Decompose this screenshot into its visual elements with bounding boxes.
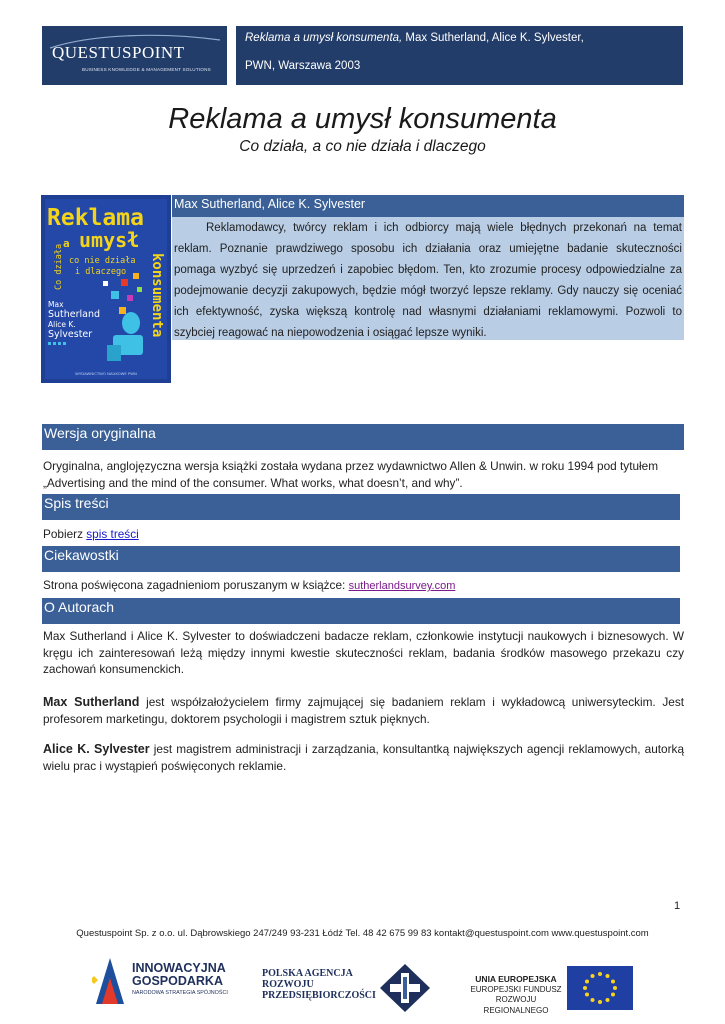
max-bio-text: jest współzałożycielem firmy zajmującej się badaniem reklam i wykładowcą uniwersyteckim. Jest profesorem marketingu, doktorem psychologii i magistrem sztuk pięknych.	[43, 695, 684, 726]
parp-line-2: ROZWOJU	[262, 979, 314, 990]
ig-logo-icon	[92, 956, 128, 1006]
cover-side-right: konsumenta	[149, 253, 165, 338]
eu-text	[470, 974, 562, 1016]
parp-logo-icon	[380, 964, 430, 1012]
eu-fund-logo	[470, 968, 635, 1015]
section-heading-authors: O Autorach	[44, 599, 115, 615]
book-description-box	[172, 217, 684, 340]
cover-word-reklama: Reklama	[47, 205, 144, 231]
logo-name: QUESTUSPOINT	[52, 43, 185, 62]
parp-text	[262, 968, 376, 1001]
cover-side-left: Co działa	[54, 243, 64, 290]
alice-bio	[43, 741, 684, 774]
cover-author-1: Max	[48, 300, 64, 309]
cover-word-a: a	[63, 237, 70, 250]
publication-line-2: PWN, Warszawa 2003	[245, 60, 361, 72]
ig-line-1: INNOWACYJNA	[132, 961, 226, 975]
authors-intro: Max Sutherland i Alice K. Sylvester to doświadczeni badacze reklam, członkowie instytucji naukowych i biznesowych. W kręgu ich zainteresowań leżą między innymi kwestie skuteczności reklam, badania środków masowego przekazu czy zachowań konsumenckich.	[43, 629, 684, 676]
section-bar-authors	[42, 598, 680, 624]
cover-author-4: Sylvester	[48, 329, 93, 340]
max-name: Max Sutherland	[43, 695, 140, 709]
page-title: Reklama a umysł konsumenta	[168, 103, 557, 135]
eu-line-3: ROZWOJU REGIONALNEGO	[483, 995, 549, 1015]
original-version-text: Oryginalna, anglojęzyczna wersja książki została wydana przez wydawnictwo Allen & Unwin. w roku 1994 pod tytułem „Advertising and the mind of the consumer. What works, what doesn’t, and why”.	[43, 459, 659, 490]
publication-line-1	[245, 32, 584, 44]
book-authors: Max Sutherland, Alice K. Sylvester	[174, 197, 366, 211]
ig-title	[132, 962, 226, 988]
cover-author-3: Alice K.	[48, 320, 76, 329]
section-heading-original: Wersja oryginalna	[44, 425, 156, 441]
toc-download-link[interactable]: spis treści	[86, 527, 139, 541]
parp-line-1: POLSKA AGENCJA	[262, 968, 353, 979]
innowacyjna-gospodarka-logo	[92, 956, 252, 1008]
publication-title: Reklama a umysł konsumenta,	[245, 32, 403, 44]
eu-flag-icon	[567, 966, 633, 1010]
eu-line-1: UNIA EUROPEJSKA	[475, 974, 557, 984]
parp-logo	[262, 968, 442, 1012]
section-bar-original	[42, 424, 684, 450]
page-subtitle: Co działa, a co nie działa i dlaczego	[239, 138, 486, 155]
company-logo	[42, 26, 227, 85]
book-description: Reklamodawcy, twórcy reklam i ich odbiorcy mają wiele błędnych przekonań na temat reklam. Poznanie prawdziwego sposobu ich działania oraz umiejętne badanie skuteczności pomaga wyzbyć się uprzedzeń i zapobiec błędom. Ten, kto zrozumie procesy odpowiedzialne za podejmowanie decyzji zakupowych, będzie mógł tworzyć lepsze reklamy. Gdy nauczy się oceniać ich efektywność, zyska większą kontrolę nad własnymi działaniami reklamowymi. Pozwoli to szybciej reagować na niepowodzenia i osiągać lepsze wyniki.	[174, 222, 682, 339]
eu-line-2: EUROPEJSKI FUNDUSZ	[470, 984, 562, 994]
page-number: 1	[674, 900, 681, 912]
cover-word-umysl: umysł	[79, 228, 140, 252]
alice-name: Alice K. Sylvester	[43, 742, 150, 756]
book-cover-art	[41, 195, 171, 383]
trivia-prefix: Strona poświęcona zagadnieniom poruszanym w książce:	[43, 578, 349, 592]
section-heading-trivia: Ciekawostki	[44, 547, 119, 563]
cover-author-2: Sutherland	[48, 309, 101, 320]
cover-tagline-1: co nie działa	[69, 256, 136, 266]
authors-bar	[172, 195, 684, 217]
parp-line-3: PRZEDSIĘBIORCZOŚCI	[262, 990, 376, 1001]
logo-tagline: BUSINESS KNOWLEDGE & MANAGEMENT SOLUTIONS	[82, 67, 211, 72]
max-bio	[43, 694, 684, 727]
cover-tagline-2: i dlaczego	[75, 267, 127, 277]
trivia-paragraph	[43, 577, 455, 595]
ig-line-2: GOSPODARKA	[132, 974, 223, 988]
section-heading-toc: Spis treści	[44, 495, 109, 511]
cover-publisher: WYDAWNICTWO NAUKOWE PWN	[75, 371, 137, 376]
publication-authors: Max Sutherland, Alice K. Sylvester,	[402, 32, 584, 44]
sutherlandsurvey-link[interactable]: sutherlandsurvey.com	[348, 580, 456, 592]
toc-paragraph	[43, 526, 139, 543]
section-bar-toc	[42, 494, 680, 520]
footer-contact: Questuspoint Sp. z o.o. ul. Dąbrowskiego 247/249 93-231 Łódź Tel. 48 42 675 99 83 kontakt@questuspoint.com www.questuspoint.com	[76, 928, 649, 939]
toc-prefix: Pobierz	[43, 527, 87, 541]
ig-line-3: NARODOWA STRATEGIA SPÓJNOŚCI	[132, 990, 228, 996]
alice-bio-text: jest magistrem administracji i zarządzania, konsultantką największych agencji reklamowych, autorką wielu prac i wystąpień poświęconych reklamie.	[43, 742, 685, 773]
book-cover	[41, 195, 171, 383]
publication-info	[236, 26, 683, 85]
section-bar-trivia	[42, 546, 680, 572]
